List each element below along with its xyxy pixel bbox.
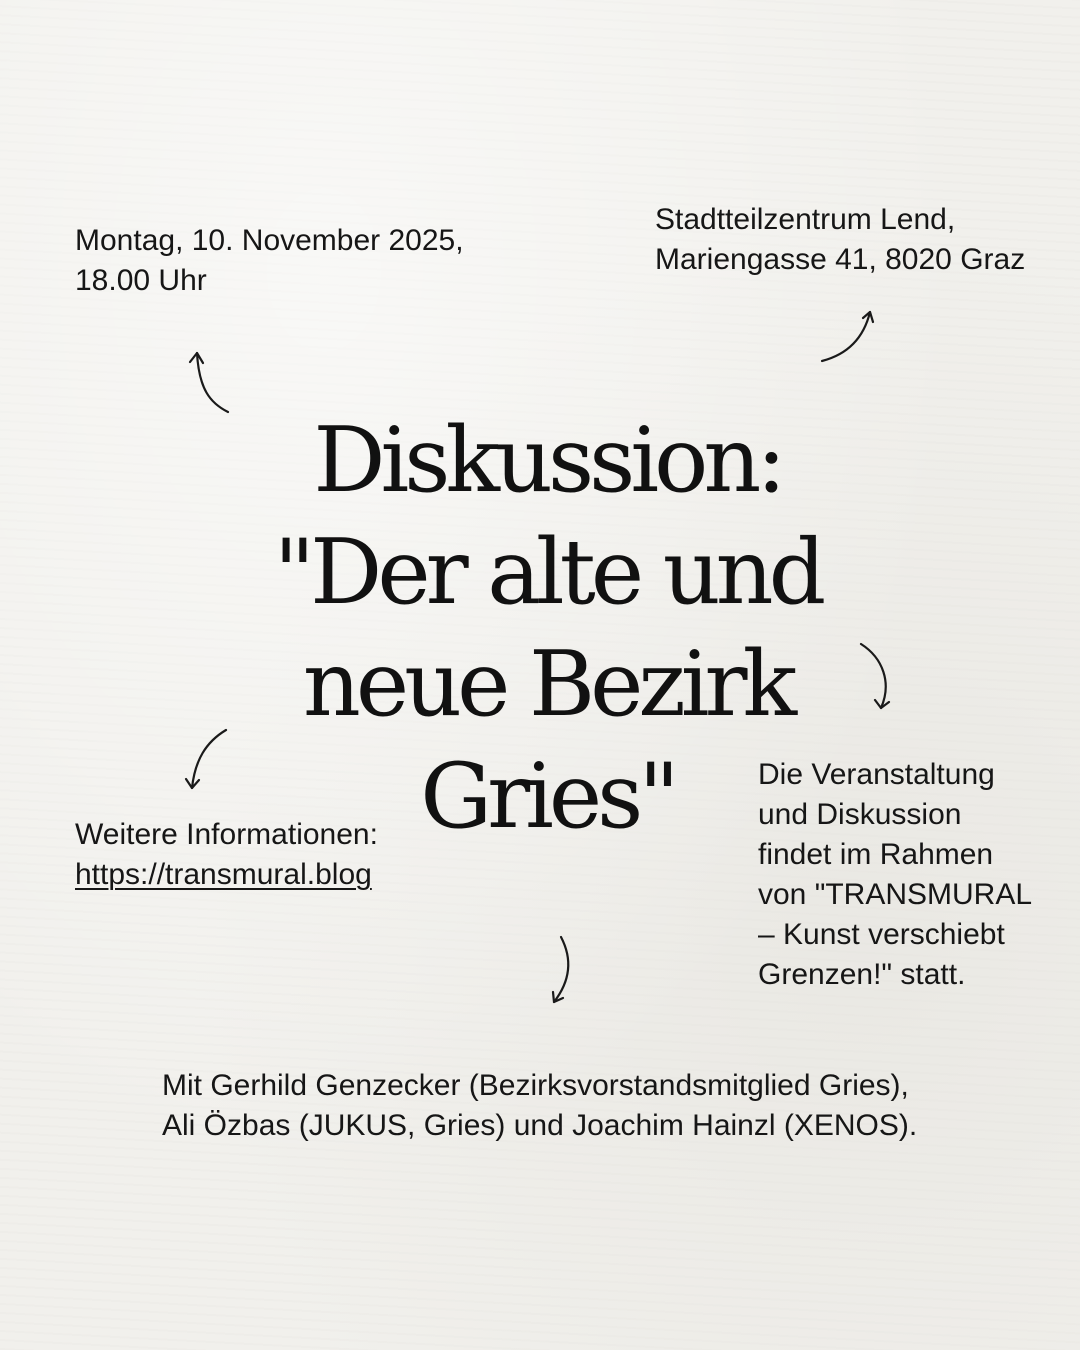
title-line: neue Bezirk — [302, 632, 793, 737]
curved-arrow-icon — [180, 345, 240, 420]
title-line: Gries" — [420, 744, 675, 849]
context-line: von "TRANSMURAL — [758, 878, 1033, 911]
context-line: – Kunst verschiebt — [758, 918, 1005, 951]
venue-name: Stadtteilzentrum Lend, — [655, 203, 956, 236]
event-date-line: Montag, 10. November 2025, — [75, 224, 464, 257]
venue-address: Mariengasse 41, 8020 Graz — [655, 243, 1026, 276]
context-line: findet im Rahmen — [758, 838, 994, 871]
curved-arrow-icon — [815, 305, 885, 370]
transmural-link[interactable]: https://transmural.blog — [75, 858, 372, 891]
event-time-line: 18.00 Uhr — [75, 264, 207, 297]
event-context — [758, 755, 1032, 995]
curved-arrow-icon — [178, 722, 238, 797]
curved-arrow-icon — [850, 638, 900, 718]
more-info-label: Weitere Informationen: — [75, 818, 378, 851]
title-line: Diskussion: — [313, 408, 782, 513]
event-venue — [655, 200, 1025, 280]
guest-list — [162, 1066, 917, 1146]
guest-line: Mit Gerhild Genzecker (Bezirksvorstandsmitglied Gries), — [162, 1069, 909, 1102]
more-info — [75, 815, 378, 895]
guest-line: Ali Özbas (JUKUS, Gries) und Joachim Hainzl (XENOS). — [162, 1109, 918, 1142]
curved-arrow-icon — [540, 930, 585, 1010]
event-date — [75, 221, 464, 301]
context-line: und Diskussion — [758, 798, 962, 831]
title-line: "Der alte und — [273, 520, 822, 625]
context-line: Die Veranstaltung — [758, 758, 995, 791]
context-line: Grenzen!" statt. — [758, 958, 966, 991]
